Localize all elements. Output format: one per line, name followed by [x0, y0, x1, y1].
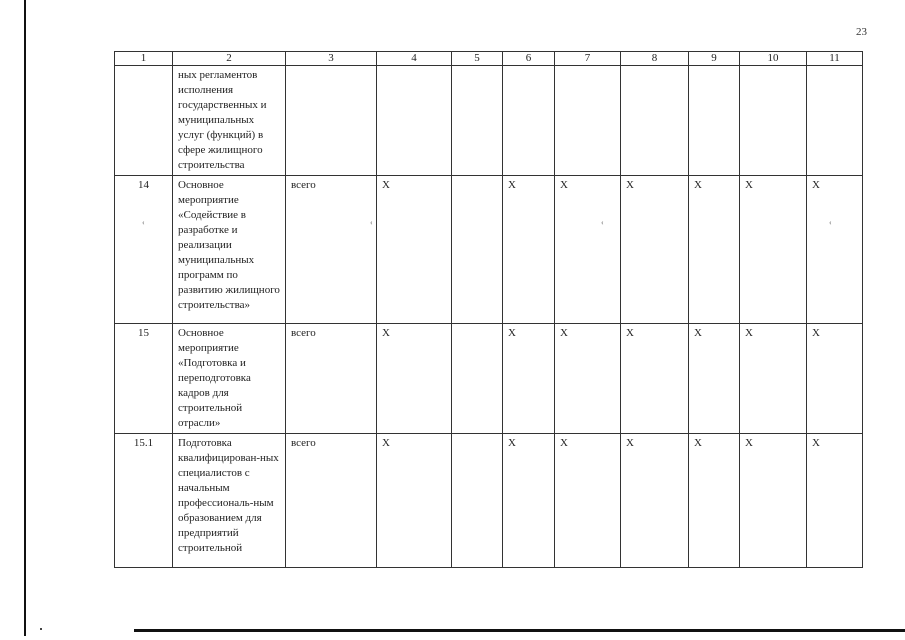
- value-cell: Х: [503, 324, 555, 434]
- row-number-cell: 15: [115, 324, 173, 434]
- column-header: 4: [377, 52, 452, 66]
- row-name-cell: Основное мероприятие «Содействие в разработке и реализации муниципальных программ по развитию жилищного строительства»: [173, 176, 286, 324]
- value-cell: Х: [689, 324, 740, 434]
- column-header: 5: [452, 52, 503, 66]
- scan-speck: ‹: [601, 218, 604, 227]
- column-header: 7: [555, 52, 621, 66]
- scan-speck: ‹: [370, 218, 373, 227]
- source-cell: [286, 66, 377, 176]
- value-cell: Х: [621, 324, 689, 434]
- value-cell: [452, 66, 503, 176]
- value-cell: [689, 66, 740, 176]
- column-header: 2: [173, 52, 286, 66]
- value-cell: Х: [503, 176, 555, 324]
- column-header: 9: [689, 52, 740, 66]
- row-number-cell: [115, 66, 173, 176]
- value-cell: Х: [621, 434, 689, 568]
- value-cell: Х: [689, 434, 740, 568]
- value-cell: Х: [807, 324, 863, 434]
- value-cell: Х: [621, 176, 689, 324]
- value-cell: [807, 66, 863, 176]
- scan-speck: ‹: [829, 218, 832, 227]
- value-cell: Х: [555, 176, 621, 324]
- value-cell: Х: [807, 176, 863, 324]
- value-cell: Х: [377, 324, 452, 434]
- table-header-row: [115, 52, 863, 66]
- value-cell: Х: [555, 324, 621, 434]
- value-cell: [503, 66, 555, 176]
- value-cell: Х: [555, 434, 621, 568]
- value-cell: [621, 66, 689, 176]
- row-name-cell: ных регламентов исполнения государственных и муниципальных услуг (функций) в сфере жилищного строительства: [173, 66, 286, 176]
- source-cell: всего: [286, 434, 377, 568]
- value-cell: [452, 324, 503, 434]
- table-row: [115, 324, 863, 434]
- table-row: [115, 66, 863, 176]
- value-cell: Х: [740, 324, 807, 434]
- row-name-cell: Подготовка квалифицирован-ных специалистов с начальным профессиональ-ным образованием для предприятий строительной: [173, 434, 286, 568]
- table-row: [115, 434, 863, 568]
- value-cell: [740, 66, 807, 176]
- column-header: 10: [740, 52, 807, 66]
- value-cell: Х: [377, 434, 452, 568]
- source-cell: всего: [286, 176, 377, 324]
- value-cell: Х: [807, 434, 863, 568]
- row-number-cell: 15.1: [115, 434, 173, 568]
- value-cell: [377, 66, 452, 176]
- column-header: 1: [115, 52, 173, 66]
- value-cell: Х: [503, 434, 555, 568]
- page-number: 23: [856, 26, 867, 38]
- bottom-margin-rule: [134, 629, 905, 632]
- value-cell: Х: [740, 434, 807, 568]
- table-row: [115, 176, 863, 324]
- document-table: [114, 51, 863, 568]
- column-header: 3: [286, 52, 377, 66]
- value-cell: [452, 434, 503, 568]
- scan-speck: ‹: [142, 218, 145, 227]
- value-cell: Х: [740, 176, 807, 324]
- column-header: 6: [503, 52, 555, 66]
- column-header: 8: [621, 52, 689, 66]
- value-cell: [555, 66, 621, 176]
- value-cell: [452, 176, 503, 324]
- column-header: 11: [807, 52, 863, 66]
- value-cell: Х: [689, 176, 740, 324]
- scan-speck: [40, 628, 42, 630]
- left-margin-rule: [24, 0, 26, 636]
- row-name-cell: Основное мероприятие «Подготовка и переподготовка кадров для строительной отрасли»: [173, 324, 286, 434]
- row-number-cell: 14: [115, 176, 173, 324]
- source-cell: всего: [286, 324, 377, 434]
- value-cell: Х: [377, 176, 452, 324]
